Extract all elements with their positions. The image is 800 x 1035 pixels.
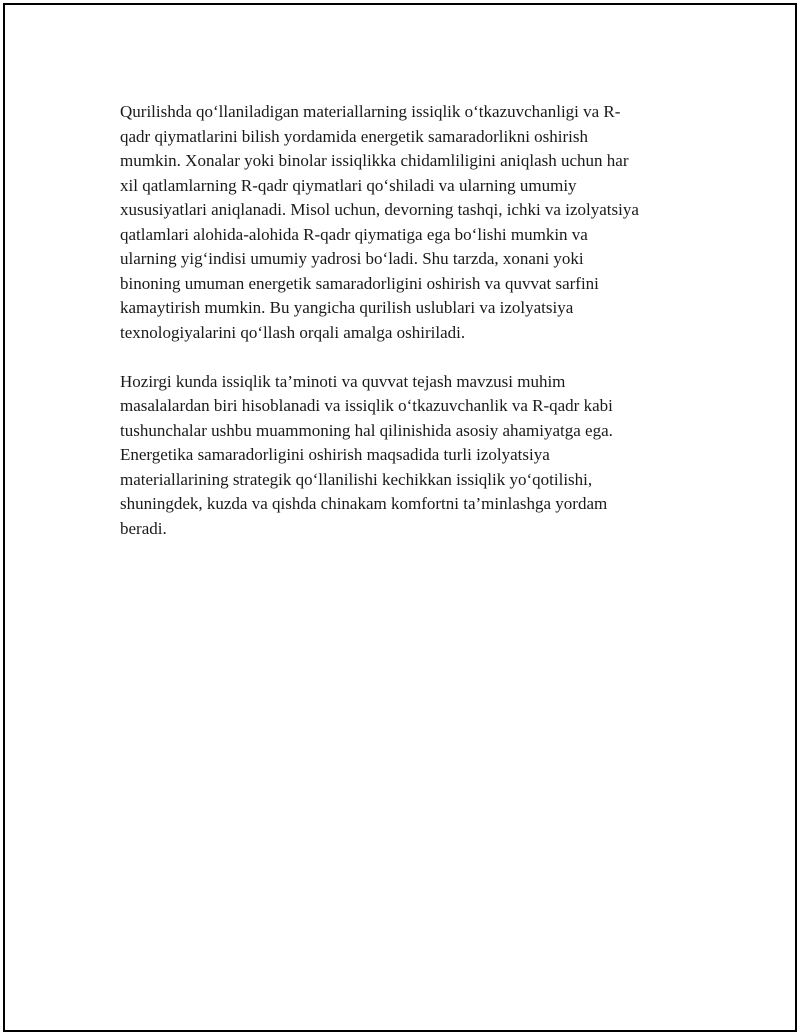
document-page <box>3 3 797 1032</box>
paragraph-2: Hozirgi kunda issiqlik ta’minoti va quvvat tejash mavzusi muhim masalalardan biri hisoblanadi va issiqlik o‘tkazuvchanlik va R-qadr kabi tushunchalar ushbu muammoning hal qilinishida asosiy ahamiyatga ega. Energetika samaradorligini oshirish maqsadida turli izolyatsiya materiallarining strategik qo‘llanilishi kechikkan issiqlik yo‘qotilishi, shuningdek, kuzda va qishda chinakam komfortni ta’minlashga yordam beradi. <box>120 371 613 538</box>
paragraph-1: Qurilishda qo‘llaniladigan materiallarning issiqlik o‘tkazuvchanligi va R- qadr qiymatlarini bilish yordamida energetik samaradorlikni oshirish mumkin. Xonalar yoki binolar issiqlikka chidamliligini aniqlash uchun har xil qatlamlarning R-qadr qiymatlari qo‘shiladi va ularning umumiy xususiyatlari aniqlanadi. Misol uchun, devorning tashqi, ichki va izolyatsiya qatlamlari alohida-alohida R-qadr qiymatiga ega bo‘lishi mumkin va ularning yig‘indisi umumiy yadrosi bo‘ladi. Shu tarzda, xonani yoki binoning umuman energetik samaradorligini oshirish va quvvat sarfini kamaytirish mumkin. Bu yangicha qurilish uslublari va izolyatsiya texnologiyalarini qo‘llash orqali amalga oshiriladi. <box>120 102 639 342</box>
document-body <box>120 100 695 566</box>
